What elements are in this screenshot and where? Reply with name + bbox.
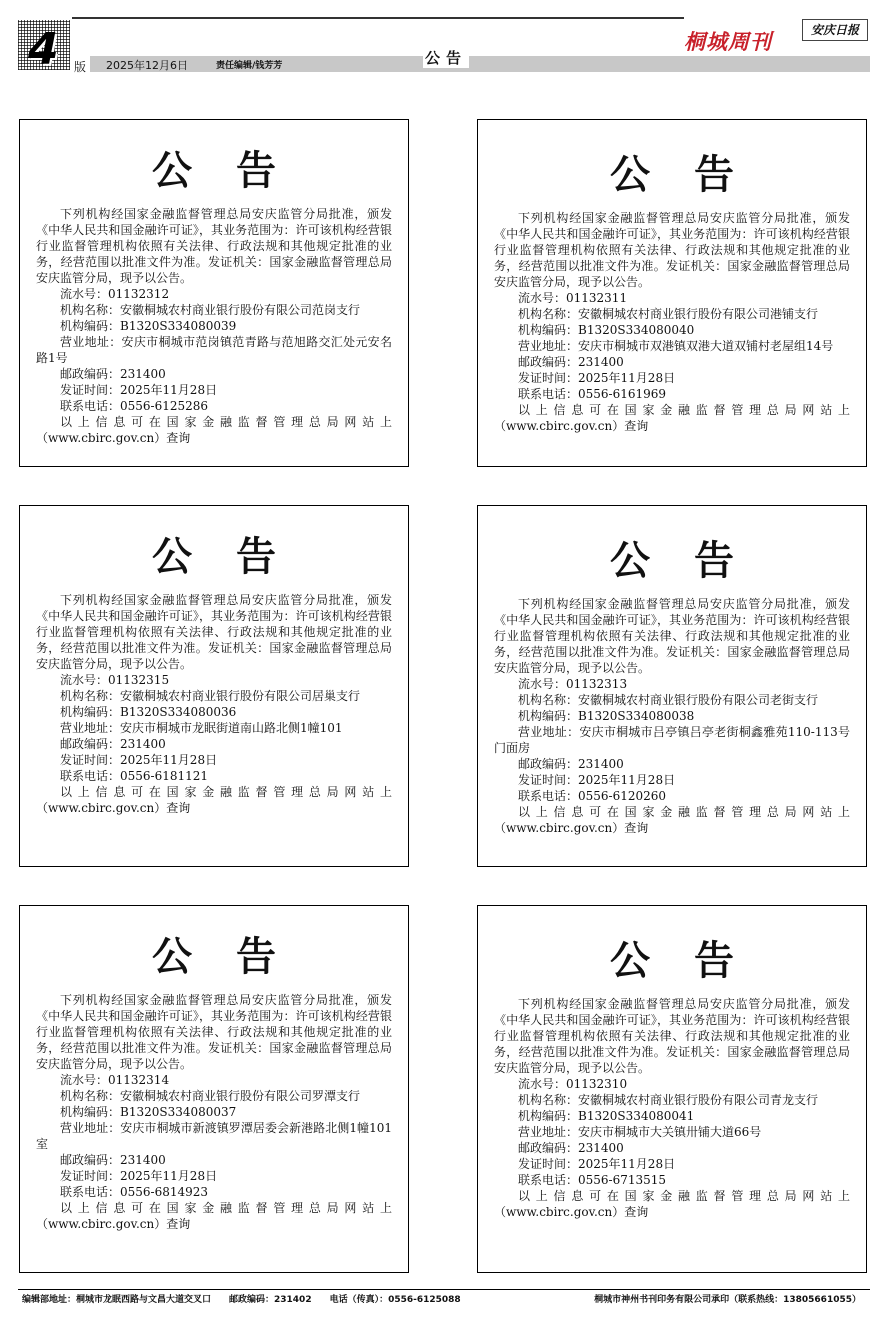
- notice-institution-name: 机构名称：安徽桐城农村商业银行股份有限公司罗潭支行: [60, 1089, 361, 1103]
- notice-institution-code: 机构编码：B1320S334080038: [518, 709, 695, 723]
- notice-serial: 流水号：01132313: [518, 677, 628, 691]
- notice-address: 营业地址：安庆市桐城市大关镇卅铺大道66号: [518, 1125, 762, 1139]
- notice-6: [477, 905, 867, 1273]
- section-title: 公告: [425, 49, 468, 67]
- notice-body: 下列机构经国家金融监督管理总局安庆监管分局批准，颁发《中华人民共和国金融许可证》，其业务范围为：许可该机构经营银行业监督管理机构依照有关法律、行政法规和其他规定批准的业务，经营范围以批准文件为准。发证机关：国家金融监督管理总局安庆监管分局，现予以公告。: [36, 593, 392, 671]
- notice-institution-code: 机构编码：B1320S334080036: [60, 705, 237, 719]
- notice-title: 公告: [152, 147, 320, 194]
- notice-2: [477, 119, 867, 467]
- notice-address: 营业地址：安庆市桐城市范岗镇范青路与范旭路交汇处元安名路1号: [36, 335, 392, 365]
- header-bar: [90, 56, 870, 72]
- notice-institution-code: 机构编码：B1320S334080039: [60, 319, 237, 333]
- notice-body: 下列机构经国家金融监督管理总局安庆监管分局批准，颁发《中华人民共和国金融许可证》，其业务范围为：许可该机构经营银行业监督管理机构依照有关法律、行政法规和其他规定批准的业务，经营范围以批准文件为准。发证机关：国家金融监督管理总局安庆监管分局，现予以公告。: [494, 997, 850, 1075]
- notice-body: 下列机构经国家金融监督管理总局安庆监管分局批准，颁发《中华人民共和国金融许可证》，其业务范围为：许可该机构经营银行业监督管理机构依照有关法律、行政法规和其他规定批准的业务，经营范围以批准文件为准。发证机关：国家金融监督管理总局安庆监管分局，现予以公告。: [36, 207, 392, 285]
- notice-5: [19, 905, 409, 1273]
- notice-footer: 以上信息可在国家金融监督管理总局网站上（www.cbirc.gov.cn）查询: [494, 1189, 850, 1219]
- notice-title: 公告: [610, 151, 778, 198]
- notice-institution-name: 机构名称：安徽桐城农村商业银行股份有限公司青龙支行: [518, 1093, 819, 1107]
- notice-phone: 联系电话：0556-6120260: [518, 789, 667, 803]
- footer-printer: 桐城市神州书刊印务有限公司承印（联系热线：13805661055）: [594, 1295, 861, 1305]
- notice-phone: 联系电话：0556-6814923: [60, 1185, 209, 1199]
- page-label: 版: [74, 60, 87, 74]
- notice-institution-code: 机构编码：B1320S334080037: [60, 1105, 237, 1119]
- page-number: 4: [28, 24, 59, 75]
- notice-phone: 联系电话：0556-6161969: [518, 387, 667, 401]
- notice-title: 公告: [610, 537, 778, 584]
- notice-issue-date: 发证时间：2025年11月28日: [518, 773, 676, 787]
- notice-address: 营业地址：安庆市桐城市新渡镇罗潭居委会新港路北侧1幢101室: [36, 1121, 392, 1151]
- notice-serial: 流水号：01132310: [518, 1077, 628, 1091]
- notice-institution-code: 机构编码：B1320S334080041: [518, 1109, 695, 1123]
- notice-title: 公告: [610, 937, 778, 984]
- notice-3: [19, 505, 409, 867]
- notice-footer: 以上信息可在国家金融监督管理总局网站上（www.cbirc.gov.cn）查询: [36, 1201, 392, 1231]
- notice-institution-name: 机构名称：安徽桐城农村商业银行股份有限公司范岗支行: [60, 303, 361, 317]
- notice-title: 公告: [152, 533, 320, 580]
- paper-logo: 安庆日报: [802, 19, 868, 41]
- notice-4: [477, 505, 867, 867]
- notice-footer: 以上信息可在国家金融监督管理总局网站上（www.cbirc.gov.cn）查询: [494, 403, 850, 433]
- notice-issue-date: 发证时间：2025年11月28日: [518, 371, 676, 385]
- notice-address: 营业地址：安庆市桐城市吕亭镇吕亭老街桐鑫雅苑110-113号门面房: [494, 725, 850, 755]
- issue-date: 2025年12月6日: [106, 59, 188, 72]
- brand-logo: 桐城周刊: [684, 30, 772, 54]
- notice-institution-name: 机构名称：安徽桐城农村商业银行股份有限公司港铺支行: [518, 307, 819, 321]
- footer-editorial-address: 编辑部地址：桐城市龙眠西路与文昌大道交叉口 邮政编码：231402 电话（传真）：0556-6125088: [22, 1295, 461, 1305]
- notice-postal-code: 邮政编码：231400: [60, 737, 166, 751]
- notice-institution-code: 机构编码：B1320S334080040: [518, 323, 695, 337]
- notice-body: 下列机构经国家金融监督管理总局安庆监管分局批准，颁发《中华人民共和国金融许可证》，其业务范围为：许可该机构经营银行业监督管理机构依照有关法律、行政法规和其他规定批准的业务，经营范围以批准文件为准。发证机关：国家金融监督管理总局安庆监管分局，现予以公告。: [36, 993, 392, 1071]
- notice-phone: 联系电话：0556-6125286: [60, 399, 209, 413]
- masthead: [0, 0, 887, 80]
- notice-phone: 联系电话：0556-6713515: [518, 1173, 667, 1187]
- notice-issue-date: 发证时间：2025年11月28日: [60, 383, 218, 397]
- notice-1: [19, 119, 409, 467]
- notice-footer: 以上信息可在国家金融监督管理总局网站上（www.cbirc.gov.cn）查询: [36, 785, 392, 815]
- notice-postal-code: 邮政编码：231400: [60, 367, 166, 381]
- notice-body: 下列机构经国家金融监督管理总局安庆监管分局批准，颁发《中华人民共和国金融许可证》，其业务范围为：许可该机构经营银行业监督管理机构依照有关法律、行政法规和其他规定批准的业务，经营范围以批准文件为准。发证机关：国家金融监督管理总局安庆监管分局，现予以公告。: [494, 211, 850, 289]
- notice-phone: 联系电话：0556-6181121: [60, 769, 209, 783]
- notice-address: 营业地址：安庆市桐城市龙眠街道南山路北侧1幢101: [60, 721, 343, 735]
- notice-issue-date: 发证时间：2025年11月28日: [518, 1157, 676, 1171]
- notice-serial: 流水号：01132312: [60, 287, 170, 301]
- notice-institution-name: 机构名称：安徽桐城农村商业银行股份有限公司老街支行: [518, 693, 819, 707]
- notice-postal-code: 邮政编码：231400: [518, 757, 624, 771]
- notice-issue-date: 发证时间：2025年11月28日: [60, 753, 218, 767]
- notice-issue-date: 发证时间：2025年11月28日: [60, 1169, 218, 1183]
- notice-body: 下列机构经国家金融监督管理总局安庆监管分局批准，颁发《中华人民共和国金融许可证》，其业务范围为：许可该机构经营银行业监督管理机构依照有关法律、行政法规和其他规定批准的业务，经营范围以批准文件为准。发证机关：国家金融监督管理总局安庆监管分局，现予以公告。: [494, 597, 850, 675]
- notice-footer: 以上信息可在国家金融监督管理总局网站上（www.cbirc.gov.cn）查询: [36, 415, 392, 445]
- notice-postal-code: 邮政编码：231400: [518, 355, 624, 369]
- top-rule: [72, 17, 684, 19]
- footer-rule: [18, 1289, 870, 1290]
- notice-postal-code: 邮政编码：231400: [518, 1141, 624, 1155]
- editor-credit: 责任编辑/钱芳芳: [216, 61, 283, 71]
- notice-title: 公告: [152, 933, 320, 980]
- notice-address: 营业地址：安庆市桐城市双港镇双港大道双铺村老屋组14号: [518, 339, 834, 353]
- notice-footer: 以上信息可在国家金融监督管理总局网站上（www.cbirc.gov.cn）查询: [494, 805, 850, 835]
- notice-serial: 流水号：01132314: [60, 1073, 170, 1087]
- notice-serial: 流水号：01132315: [60, 673, 170, 687]
- notice-institution-name: 机构名称：安徽桐城农村商业银行股份有限公司居巢支行: [60, 689, 361, 703]
- notice-postal-code: 邮政编码：231400: [60, 1153, 166, 1167]
- notice-serial: 流水号：01132311: [518, 291, 628, 305]
